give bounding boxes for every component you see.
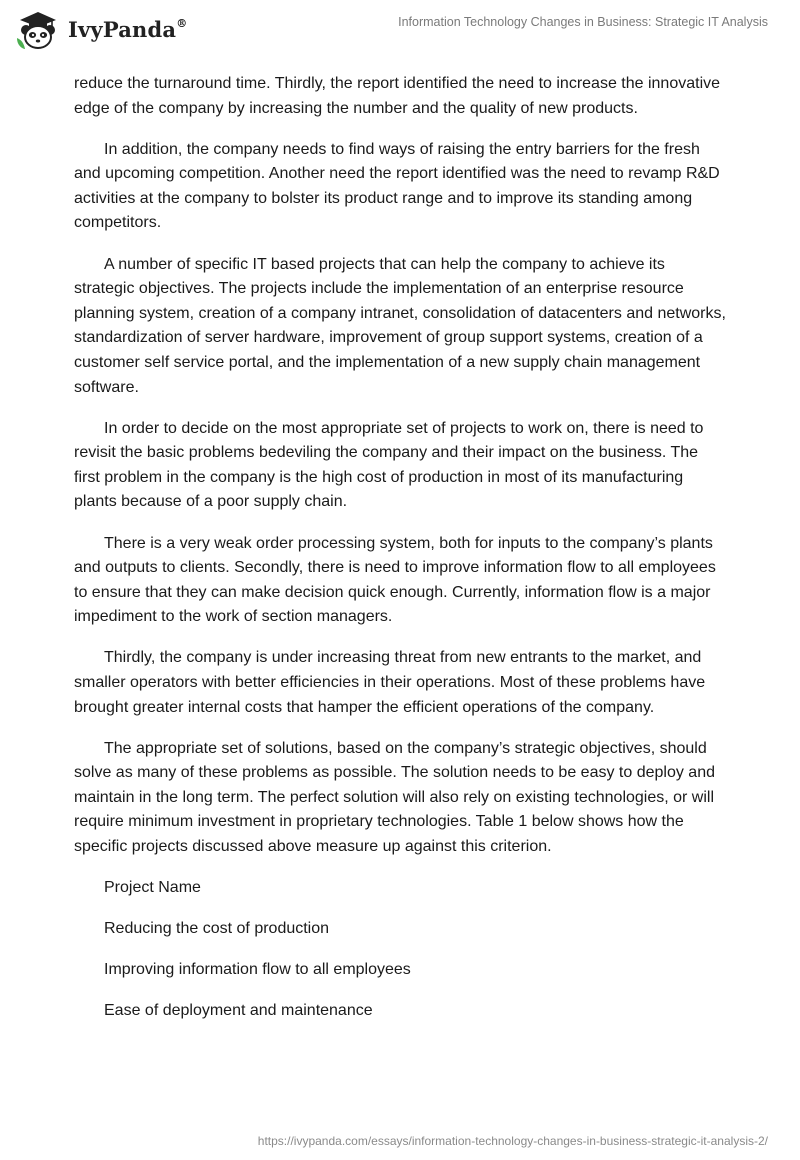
paragraph: There is a very weak order processing system, both for inputs to the company’s plants and outputs to clients. Secondly, there is need to improve information flow to all employees to ensure that they can make decision quick enough. Currently, information flow is a major impediment to the work of section managers. bbox=[74, 534, 716, 626]
table-header-cell: Ease of deployment and maintenance bbox=[104, 1002, 373, 1020]
brand-name: IvyPanda® bbox=[68, 16, 188, 42]
page-header bbox=[0, 0, 800, 64]
source-url[interactable]: https://ivypanda.com/essays/information-technology-changes-in-business-strategic-it-analysis-2/ bbox=[257, 1134, 768, 1148]
panda-graduation-cap-icon bbox=[14, 8, 62, 50]
essay-body bbox=[74, 72, 726, 1041]
paragraph: Thirdly, the company is under increasing threat from new entrants to the market, and smaller operators with better efficiencies in their operations. Most of these problems have brought greater internal costs that hamper the efficient operations of the company. bbox=[74, 649, 706, 716]
table-header-cell: Project Name bbox=[104, 879, 201, 897]
paragraph: reduce the turnaround time. Thirdly, the report identified the need to increase the innovative edge of the company by increasing the number and the quality of new products. bbox=[74, 75, 721, 117]
brand-logo[interactable] bbox=[14, 8, 187, 50]
paragraph: A number of specific IT based projects that can help the company to achieve its strategic objectives. The projects include the implementation of an enterprise resource planning system, creation of a company intranet, consolidation of datacenters and networks, standardization of server hardware, improvement of group support systems, creation of a customer self service portal, and the implementation of a new supply chain management software. bbox=[74, 255, 726, 396]
paragraph: In addition, the company needs to find ways of raising the entry barriers for the fresh and upcoming competition. Another need the report identified was the need to revamp R&D activities at the company to bolster its product range and to improve its standing among competitors. bbox=[74, 140, 720, 232]
paragraph: In order to decide on the most appropriate set of projects to work on, there is need to revisit the basic problems bedeviling the company and their impact on the business. The first problem in the company is the high cost of production in most of its manufacturing plants because of a poor supply chain. bbox=[74, 419, 704, 511]
paragraph: The appropriate set of solutions, based on the company’s strategic objectives, should solve as many of these problems as possible. The solution needs to be easy to deploy and maintain in the long term. The perfect solution will also rely on existing technologies, or will require minimum investment in proprietary technologies. Table 1 below shows how the specific projects discussed above measure up against this criterion. bbox=[74, 739, 715, 856]
table-header-cell: Improving information flow to all employees bbox=[104, 961, 411, 979]
document-title: Information Technology Changes in Business: Strategic IT Analysis bbox=[398, 15, 768, 29]
table-header-cell: Reducing the cost of production bbox=[104, 920, 330, 938]
